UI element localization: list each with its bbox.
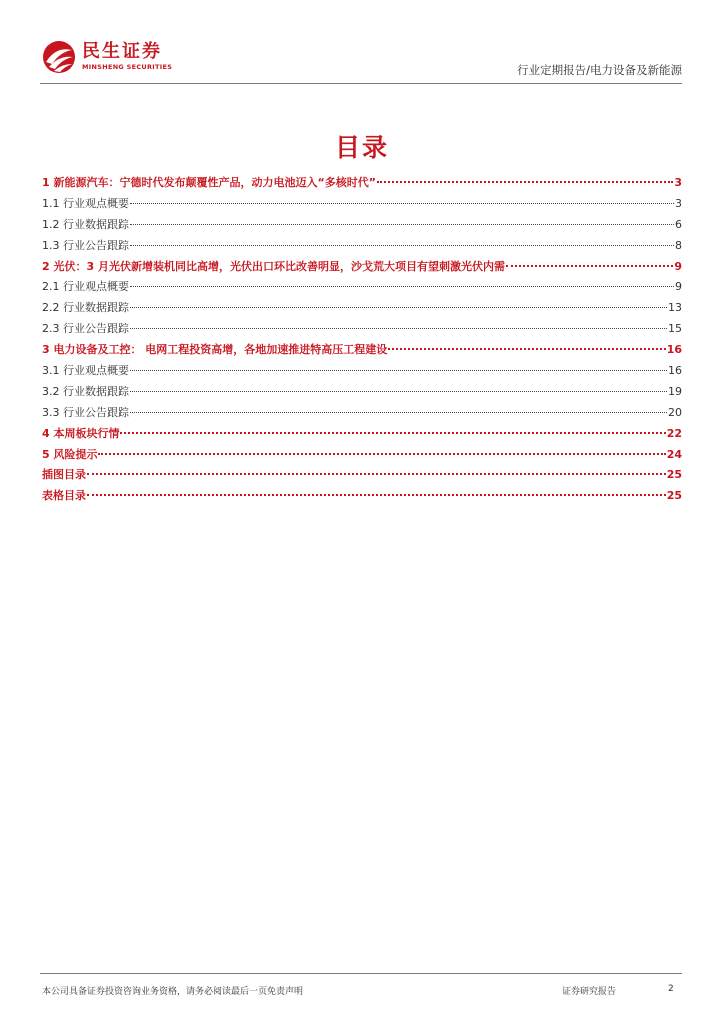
toc-entry-page: 6 — [675, 217, 682, 231]
toc-entry[interactable] — [42, 174, 682, 195]
toc-entry-page: 20 — [668, 405, 682, 419]
toc-entry-page: 22 — [666, 426, 682, 440]
toc-entry[interactable] — [42, 446, 682, 467]
minsheng-logo-icon — [42, 40, 76, 74]
toc-dot-leader — [120, 432, 665, 434]
table-of-contents — [42, 174, 682, 508]
toc-entry[interactable] — [42, 258, 682, 279]
toc-entry-page: 9 — [675, 280, 682, 294]
toc-dot-leader — [130, 286, 674, 287]
toc-entry[interactable] — [42, 216, 682, 237]
toc-entry-label: 3.1 行业观点概要 — [42, 364, 129, 378]
minsheng-logo — [42, 40, 172, 74]
toc-entry-label: 3.2 行业数据跟踪 — [42, 384, 129, 398]
toc-dot-leader — [130, 412, 667, 413]
toc-dot-leader — [87, 494, 666, 496]
toc-entry[interactable] — [42, 466, 682, 487]
toc-entry-label: 3.3 行业公告跟踪 — [42, 405, 129, 419]
footer-page-number: 2 — [668, 984, 674, 994]
toc-entry-page: 15 — [668, 322, 682, 336]
toc-entry[interactable] — [42, 278, 682, 299]
toc-entry-label: 2 光伏：3 月光伏新增装机同比高增，光伏出口环比改善明显，沙戈荒大项目有望刺激光伏内需 — [42, 259, 505, 273]
toc-entry-page: 16 — [666, 343, 682, 357]
toc-entry[interactable] — [42, 404, 682, 425]
toc-dot-leader — [130, 370, 667, 371]
toc-entry-label: 5 风险提示 — [42, 447, 98, 461]
toc-entry-label: 插图目录 — [42, 468, 86, 482]
toc-entry-label: 1 新能源汽车：宁德时代发布颠覆性产品，动力电池迈入“多核时代” — [42, 176, 376, 189]
toc-entry[interactable] — [42, 383, 682, 404]
toc-entry-label: 4 本周板块行情 — [42, 426, 120, 440]
toc-dot-leader — [130, 203, 674, 204]
toc-entry-page: 3 — [674, 176, 682, 189]
toc-dot-leader — [130, 328, 667, 329]
toc-dot-leader — [98, 453, 665, 455]
report-type: 行业定期报告/电力设备及新能源 — [517, 63, 682, 77]
toc-entry-page: 24 — [666, 447, 682, 461]
toc-dot-leader — [388, 348, 665, 350]
toc-entry-page: 19 — [668, 384, 682, 398]
toc-dot-leader — [130, 391, 667, 392]
toc-entry[interactable] — [42, 237, 682, 258]
toc-entry[interactable] — [42, 362, 682, 383]
toc-entry-page: 25 — [666, 468, 682, 482]
toc-entry-label: 3 电力设备及工控： 电网工程投资高增，各地加速推进特高压工程建设 — [42, 343, 388, 357]
toc-entry-page: 9 — [674, 259, 682, 273]
toc-entry[interactable] — [42, 487, 682, 508]
toc-entry-label: 2.3 行业公告跟踪 — [42, 322, 129, 336]
toc-dot-leader — [87, 473, 666, 475]
logo-en-text: MINSHENG SECURITIES — [82, 63, 173, 71]
footer-disclaimer: 本公司具备证券投资咨询业务资格，请务必阅读最后一页免责声明 — [42, 987, 304, 997]
toc-dot-leader — [377, 181, 673, 183]
page-header — [40, 40, 682, 84]
toc-entry-label: 2.1 行业观点概要 — [42, 280, 129, 294]
toc-entry[interactable] — [42, 341, 682, 362]
toc-entry-label: 表格目录 — [42, 489, 86, 503]
toc-entry-page: 25 — [666, 489, 682, 503]
toc-entry-page: 13 — [668, 301, 682, 315]
toc-entry-page: 8 — [675, 238, 682, 252]
toc-entry-page: 16 — [668, 364, 682, 378]
toc-dot-leader — [130, 224, 674, 225]
toc-entry[interactable] — [42, 320, 682, 341]
footer-doc-type: 证券研究报告 — [562, 987, 617, 997]
toc-entry[interactable] — [42, 425, 682, 446]
toc-entry-label: 1.3 行业公告跟踪 — [42, 238, 129, 252]
toc-entry-label: 1.1 行业观点概要 — [42, 196, 129, 210]
toc-dot-leader — [130, 245, 674, 246]
toc-entry-label: 1.2 行业数据跟踪 — [42, 217, 129, 231]
toc-entry-label: 2.2 行业数据跟踪 — [42, 301, 129, 315]
toc-entry-page: 3 — [675, 196, 682, 210]
toc-entry[interactable] — [42, 299, 682, 320]
toc-entry[interactable] — [42, 195, 682, 216]
toc-dot-leader — [130, 307, 667, 308]
logo-cn-text: 民生证券 — [82, 41, 162, 62]
header-divider — [40, 83, 682, 84]
page-title: 目录 — [334, 133, 389, 162]
toc-dot-leader — [506, 265, 673, 267]
footer-divider — [40, 973, 682, 974]
